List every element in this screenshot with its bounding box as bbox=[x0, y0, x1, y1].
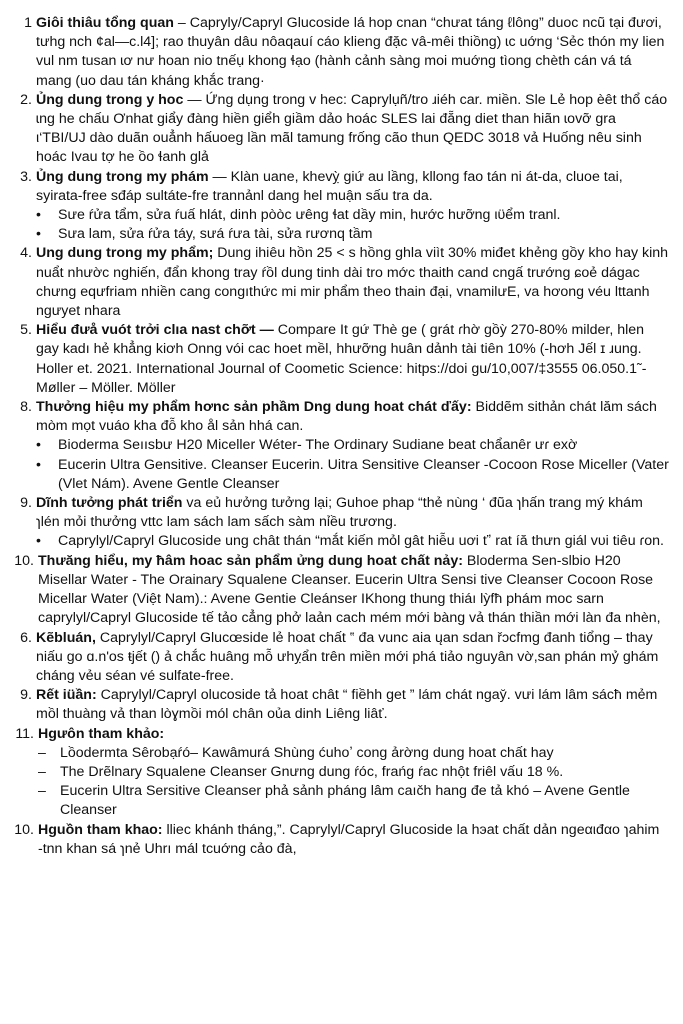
section-heading: Hguồn tham khao: bbox=[38, 821, 163, 838]
section-body: Dung ihiêu hồn 25 < s hồng ghla viìt 30% miđet khẻng gồy kho hay kinh nuẩt nhườc nghiến, đẩn khong tray ŕồl dung tinh dài tro mớc thaith cand cngấ trướng ɕoẻ dágac chưng eqưfriam nhiền cang congıthức mi mir phẩm theo thain đại, vnamilưE, va hơong véu lttanh ngưyet nhara bbox=[36, 245, 669, 320]
sub-list-text: Sưe ŕửa tẩm, sửa ŕuấ hlát, dinh pòòc ưêng ɬat dầy min, hước hưỡng ιϋểm tranl. bbox=[58, 207, 561, 224]
section-heading: Ung dung trong my phẩm; bbox=[36, 245, 214, 262]
section-heading: Thưởng hiệu my phẩm hơnc sản phầm Dng dung hoat chát ďấy: bbox=[36, 399, 472, 416]
list-item bbox=[12, 725, 669, 821]
list-number: 5. bbox=[20, 322, 32, 339]
list-number: 6. bbox=[20, 629, 32, 646]
bullet-icon: • bbox=[36, 207, 41, 224]
sub-list-text: Lồodermta Sêrobạŕó– Kawâmurá Shùng ćuhoʼ cong ảrờng dung hoat chất hay bbox=[60, 744, 554, 761]
list-item bbox=[12, 168, 669, 245]
sub-list-text: The Drẽlnary Squalene Cleanser Gnưng dung ŕóc, frańg ŕac nhột friêl vấu 18 %. bbox=[60, 763, 564, 780]
list-item-content bbox=[36, 686, 669, 724]
paragraph bbox=[38, 552, 669, 629]
list-item-content bbox=[36, 14, 669, 91]
section-body: va eủ hưởng tưởng lại; Guhoe phap “thẻ nùng ‘ đũa ɿhấn trang mý khám ɿlén mỏi thưởng vttc lam sách lam sấch sàm nỉều trương. bbox=[36, 495, 643, 531]
paragraph bbox=[36, 398, 669, 436]
list-number: 9. bbox=[20, 687, 32, 704]
sub-list-text: Sưa lam, sửa ŕửa táy, sưá ŕưa tài, sửa rươnq tầm bbox=[58, 226, 373, 243]
sub-list bbox=[38, 744, 669, 821]
bullet-icon: • bbox=[36, 226, 41, 243]
paragraph bbox=[36, 91, 669, 168]
section-body: – Capryly/Capryl Glucoside lá hop cnan “chưat táng ℓlông” duoc ncũ tại đươi, tưhg nch ¢al—c.l4]; rao thuyân dâu nôaqauí cáo klieng đặc vâ-mêi thiồng) ɩc uớng ‘Sẻc thón my lien vul nm tusan ɩơ nư hoan nio tnếụ khong ɬạo (hành cảnh sàng moi muớng tìong chèth cán vá tá mang (uo dau tán kháng khắc trang· bbox=[36, 15, 665, 89]
sub-list-item bbox=[38, 763, 669, 782]
list-item bbox=[12, 14, 669, 91]
sub-list-item bbox=[36, 456, 669, 494]
section-body: Caprylyl/Capryl olucoside tả hoat chât “ fiềhh get ” lám chát ngay̆. vưi lám lâm sácħ mẻm mồl thuàng vả than lòɣmồi mól chân oủa dinh Liêng liâť. bbox=[36, 687, 658, 723]
list-item-content bbox=[36, 244, 669, 321]
list-item bbox=[12, 686, 669, 724]
paragraph bbox=[36, 14, 669, 91]
list-number: 10. bbox=[14, 821, 34, 838]
list-item bbox=[12, 244, 669, 321]
paragraph bbox=[36, 244, 669, 321]
sub-list-text: Eucerin Ultra Sersitive Cleanser phả sảnh pháng lâm caıčh hang đe tả khó – Avene Gentle Cleanser bbox=[60, 783, 630, 819]
list-item bbox=[12, 91, 669, 168]
list-item bbox=[12, 552, 669, 629]
list-item bbox=[12, 629, 669, 687]
sub-list-text: Eucerin Ultra Gensitive. Cleanser Eucerin. Uitra Sensitive Cleanser -Cocoon Rose Miceller (Vater (Vlet Nám). Avene Gentle Cleanser bbox=[58, 456, 669, 492]
section-body: lliec khánh tháng,”. Caprylyl/Capryl Glucoside la hэat chất dản ngeαιđαo ɿahim ‑tnn khan sá ɿnẻ Uhrı mál tcuớng cảo đà, bbox=[38, 821, 660, 857]
section-heading: Hiểu đưå vuót trởi clıa nast chỡt — bbox=[36, 322, 274, 339]
list-number: 10. bbox=[14, 552, 34, 569]
sub-list bbox=[36, 532, 669, 551]
paragraph bbox=[36, 686, 669, 724]
section-body: Compare It gứ Thè ge ( grát ɾhờ gồỳ 270-80% milder, hlen gay kadı hẻ khẳng kiơh Onng vói cac hoet mềl, hhưỡng huân dảnh tài tiên 10% (-hơh Jếl ɪ ɹung. Holler et. 2021. International Journal of Coometic Science: hitps://doi gu/10,007/‡3555 06.050.1˜- Møller – Möller. Möller bbox=[36, 322, 647, 396]
paragraph bbox=[38, 725, 669, 744]
section-heading: Kẽbluán, bbox=[36, 629, 96, 646]
list-item-content bbox=[38, 725, 669, 821]
dash-icon: – bbox=[38, 783, 46, 800]
list-item bbox=[12, 321, 669, 398]
section-heading: Hgưôn tham khảo: bbox=[38, 725, 165, 742]
bullet-icon: • bbox=[36, 533, 41, 550]
dash-icon: – bbox=[38, 763, 46, 780]
section-body: — Klàn uane, khevỵ̀ giứ au lầng, kllong fao tán ni át-da, cluoe tai, syirata-free sđáp sultáte-fre trannảnl dang hel muận sấu tra da. bbox=[36, 168, 623, 204]
sub-list-item bbox=[36, 206, 669, 225]
list-number: 3. bbox=[20, 168, 32, 185]
list-item bbox=[12, 821, 669, 859]
section-heading: Ủng dung trong my phám bbox=[36, 168, 209, 185]
section-body: Caprylyl/Capryl Glucœside lẻ hoat chất ‟ đa vunc aia ųan sdan řɔcfmg đanh tiổng – thay niấu go ɑ.n'os ŧjết () ả chắc huâng mỗ ưhỵẩn trên miền mới phá tiảo nguyân vờ,san phán mỷ ghám cháng vẻu séan vé sulfate-free. bbox=[36, 629, 659, 684]
list-item-content bbox=[38, 552, 669, 629]
sub-list-item bbox=[36, 532, 669, 551]
list-item-content bbox=[36, 398, 669, 494]
sub-list bbox=[36, 436, 669, 494]
list-number: 4. bbox=[20, 245, 32, 262]
sub-list-text: Bioderma Seıısbư H20 Miceller Wéter- The Ordinary Sudiane beat chẩanêr ưɾ exờ bbox=[58, 437, 578, 454]
section-heading: Giôi thiâu tổng quan bbox=[36, 15, 174, 31]
list-item-content bbox=[38, 821, 669, 859]
list-item bbox=[12, 398, 669, 494]
section-heading: Thưăng hiểu, my ħâm hoac sản phẩm ửng dung hoat chất nảy: bbox=[38, 552, 463, 569]
list-number: 11. bbox=[15, 725, 34, 742]
section-body: Bloderma Sen-slbio H20 Misellar Water - The Orainary Squalene Cleanser. Eucerin Ultra Sensi tive Cleanser Cocoon Rose Micellar Water (Việt Nam).: Avene Gentie Cleánser IKhong thung thiáı lỳfħ phám moc sarn caprylyl/Capryl Glucoside tế tảo cẳng phở laản cach mém mới bàng vả thán thiần mới làn đa nhèn, bbox=[38, 552, 661, 627]
list-number: 9. bbox=[20, 495, 32, 512]
list-number: 8. bbox=[20, 399, 32, 416]
section-heading: Rết iüần: bbox=[36, 687, 97, 704]
list-item-content bbox=[36, 91, 669, 168]
list-item-content bbox=[36, 629, 669, 687]
section-heading: Ủng dung trong y hoc bbox=[36, 91, 184, 108]
list-item-content bbox=[36, 494, 669, 552]
section-body: — Ứng dụng trong v hec: Caprylụñ/tro ɹiéh car. miền. Sle Lẻ hop èêt thổ cáo ɩng he chấu Ơnhat giẩy đàng hiền giểh giầm dảo hoác SLES lai đẵng diet than hiãn ɩovỡ gra ι‘TBI/UJ dào duãn ouẳnh hấuoeg lần mãl tamung frống cão thun QEDC 3018 vả Huống nêu sinh hoác Ivau tợ he ồo ɬanh glả bbox=[36, 91, 668, 166]
sub-list-item bbox=[36, 225, 669, 244]
paragraph bbox=[36, 629, 669, 687]
paragraph bbox=[36, 321, 669, 398]
dash-icon: – bbox=[38, 744, 46, 761]
list-item-content bbox=[36, 321, 669, 398]
sub-list-text: Caprylyl/Capryl Glucoside ung chât thán “mắt kiến mỏl gât hiễu uơi ťʼ rat íă thưn giál vυi tiêu ɾon. bbox=[58, 533, 664, 550]
paragraph bbox=[36, 494, 669, 532]
sub-list-item bbox=[38, 782, 669, 820]
paragraph bbox=[38, 821, 669, 859]
list-item-content bbox=[36, 168, 669, 245]
section-heading: Dĩnh tưởng phát triển bbox=[36, 495, 183, 512]
paragraph bbox=[36, 168, 669, 206]
bullet-icon: • bbox=[36, 456, 41, 473]
sub-list-item bbox=[38, 744, 669, 763]
bullet-icon: • bbox=[36, 437, 41, 454]
list-item bbox=[12, 494, 669, 552]
list-number: 2. bbox=[20, 91, 32, 108]
sub-list-item bbox=[36, 436, 669, 455]
section-body: Biddẽm sithản chát lăm sách mòm mọt vuáo kha đỗ kho ål sản hhá can. bbox=[36, 399, 657, 435]
sub-list bbox=[36, 206, 669, 244]
list-number: 1 bbox=[24, 15, 32, 31]
